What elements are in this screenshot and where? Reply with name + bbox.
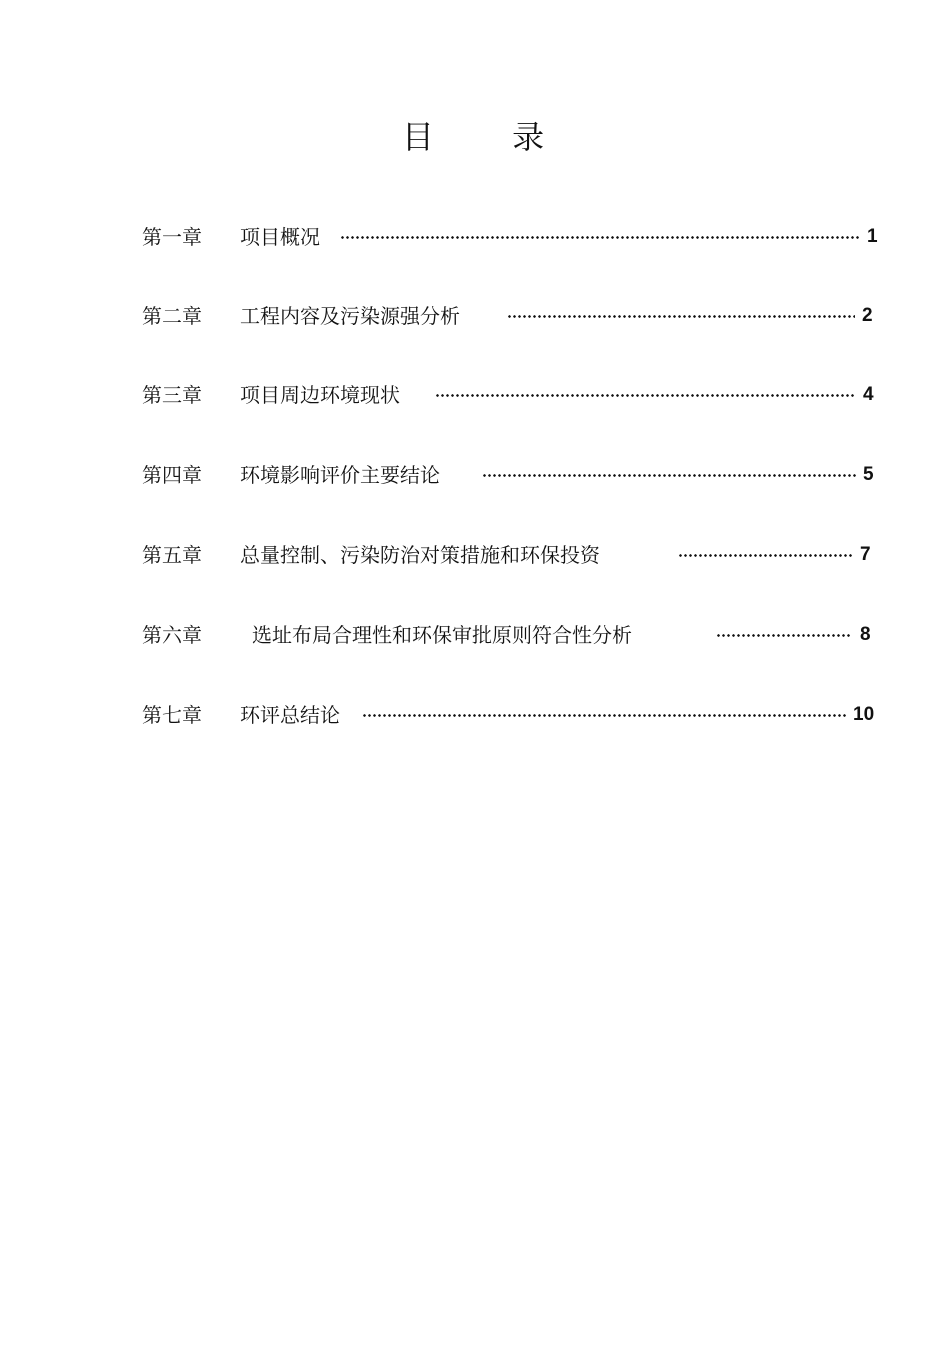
- page-number: 8: [860, 624, 871, 645]
- page-number: 2: [862, 305, 873, 326]
- toc-entry-4[interactable]: [0, 460, 950, 490]
- dot-leader: [678, 554, 852, 557]
- chapter-title: 项目周边环境现状: [240, 383, 400, 407]
- chapter-number: 第三章: [142, 383, 202, 407]
- chapter-title: 项目概况: [240, 225, 320, 249]
- dot-leader: [435, 394, 855, 397]
- toc-entry-5[interactable]: [0, 540, 950, 570]
- page-number: 4: [863, 384, 874, 405]
- dot-leader: [340, 236, 860, 239]
- chapter-title: 选址布局合理性和环保审批原则符合性分析: [252, 623, 632, 647]
- page-number: 1: [867, 226, 878, 247]
- chapter-title: 环境影响评价主要结论: [240, 463, 440, 487]
- page-number: 10: [853, 704, 875, 725]
- toc-title: 目 录: [401, 118, 579, 156]
- chapter-number: 第四章: [142, 463, 202, 487]
- chapter-title: 工程内容及污染源强分析: [240, 304, 460, 328]
- chapter-number: 第五章: [142, 543, 202, 567]
- dot-leader: [482, 474, 856, 477]
- chapter-number: 第一章: [142, 225, 202, 249]
- dot-leader: [362, 714, 846, 717]
- toc-entry-3[interactable]: [0, 380, 950, 410]
- chapter-title: 总量控制、污染防治对策措施和环保投资: [240, 543, 600, 567]
- page-number: 5: [863, 464, 874, 485]
- dot-leader: [716, 634, 852, 637]
- toc-entry-6[interactable]: [0, 620, 950, 650]
- dot-leader: [507, 315, 855, 318]
- toc-entry-1[interactable]: [0, 222, 950, 252]
- toc-entry-7[interactable]: [0, 700, 950, 730]
- chapter-number: 第二章: [142, 304, 202, 328]
- chapter-number: 第七章: [142, 703, 202, 727]
- toc-entry-2[interactable]: [0, 301, 950, 331]
- chapter-title: 环评总结论: [240, 703, 340, 727]
- chapter-number: 第六章: [142, 623, 202, 647]
- page-number: 7: [860, 544, 871, 565]
